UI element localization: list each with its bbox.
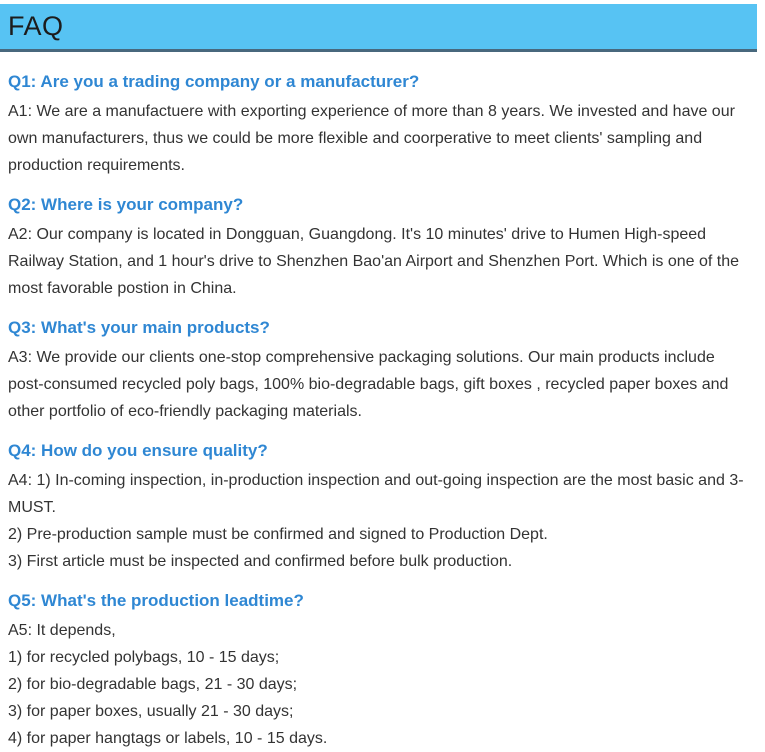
answer-a1: A1: We are a manufactuere with exporting experience of more than 8 years. We invested and have our own manufacturers, thus we could be more flexible and coorperative to meet clients' sampling and production requirements. [8,103,735,174]
answer-a3: A3: We provide our clients one-stop comprehensive packaging solutions. Our main products include post-consumed recycled poly bags, 100% bio-degradable bags, gift boxes , recycled paper boxes and other portfolio of eco-friendly packaging materials. [8,349,729,420]
answer-a5-line-1: A5: It depends, [8,622,116,639]
question-q5: Q5: What's the production leadtime? [8,591,304,610]
question-q3: Q3: What's your main products? [8,318,270,337]
faq-section-q4 [8,439,753,575]
faq-section-q5 [8,589,753,752]
page-title: FAQ [8,11,64,41]
faq-section-q2 [8,193,753,302]
faq-content [0,70,765,752]
faq-header-bar [0,4,757,52]
question-q4: Q4: How do you ensure quality? [8,441,268,460]
answer-a4-line-1: A4: 1) In-coming inspection, in-production inspection and out-going inspection are the most basic and 3-MUST. [8,472,744,516]
faq-section-q1 [8,70,753,179]
faq-section-q3 [8,316,753,425]
answer-a5-line-5: 4) for paper hangtags or labels, 10 - 15 days. [8,730,328,747]
answer-a5-line-3: 2) for bio-degradable bags, 21 - 30 days; [8,676,298,693]
answer-a4-line-3: 3) First article must be inspected and confirmed before bulk production. [8,553,513,570]
answer-a2: A2: Our company is located in Dongguan, Guangdong. It's 10 minutes' drive to Humen High-speed Railway Station, and 1 hour's drive to Shenzhen Bao'an Airport and Shenzhen Port. Which is one of the most favorable postion in China. [8,226,739,297]
question-q1: Q1: Are you a trading company or a manufacturer? [8,72,420,91]
question-q2: Q2: Where is your company? [8,195,244,214]
answer-a4-line-2: 2) Pre-production sample must be confirmed and signed to Production Dept. [8,526,548,543]
answer-a5-line-2: 1) for recycled polybags, 10 - 15 days; [8,649,280,666]
answer-a5-line-4: 3) for paper boxes, usually 21 - 30 days; [8,703,294,720]
